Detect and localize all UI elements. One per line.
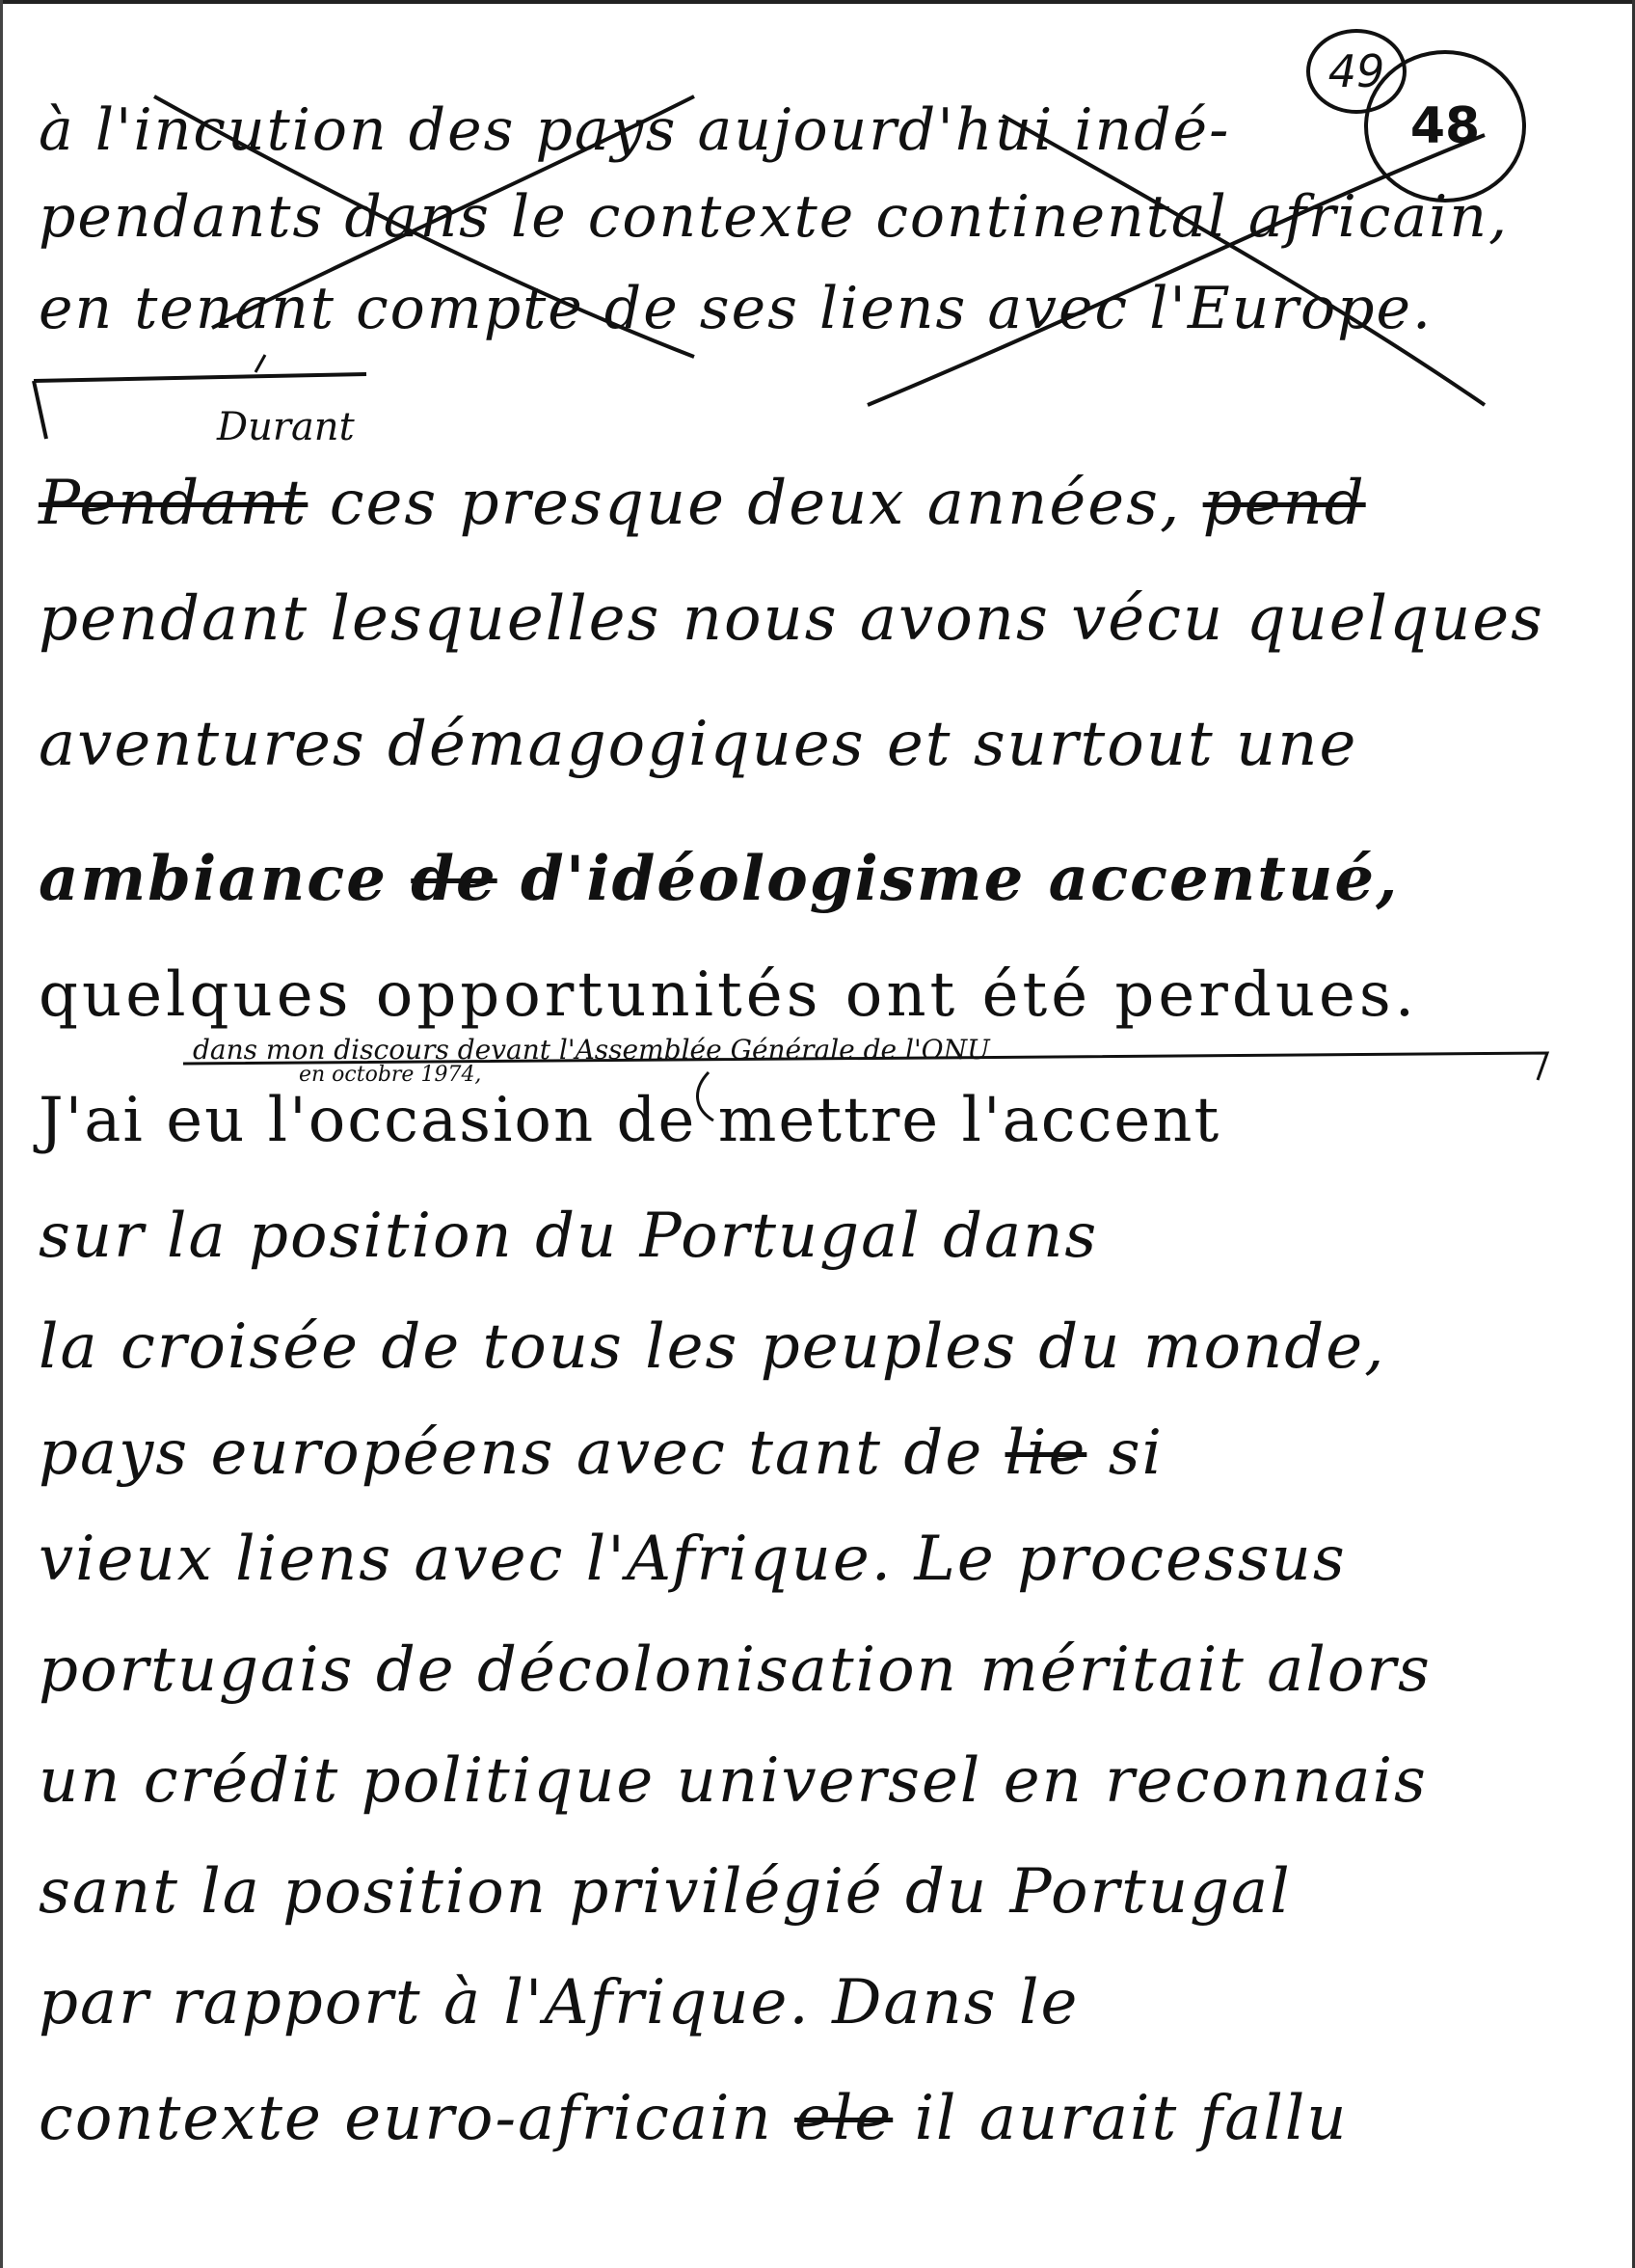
struck-word-pend: pend — [1202, 468, 1366, 539]
body-line-13: sant la position privilégié du Portugal — [39, 1856, 1292, 1928]
body-line-12: un crédit politique universel en reconnais — [39, 1745, 1428, 1817]
line-15-end: il aurait fallu — [914, 2083, 1349, 2154]
body-line-5: quelques opportunités ont été perdues. — [39, 959, 1419, 1031]
old-page-number-scribbled: 48 — [1364, 50, 1526, 202]
crossed-line-2: pendants dans le contexte continental africain, — [39, 183, 1510, 251]
line-4-end: d'idéologisme accentué, — [520, 843, 1400, 915]
caret-tick — [255, 355, 265, 372]
body-line-9 — [39, 1418, 1164, 1489]
body-line-1 — [39, 468, 1366, 539]
line-4-start: ambiance — [39, 843, 388, 915]
body-line-14: par rapport à l'Afrique. Dans le — [39, 1967, 1080, 2038]
body-line-4 — [39, 843, 1400, 915]
crossed-line-1: à l'incution des pays aujourd'hui indé- — [39, 96, 1231, 164]
struck-word-ele: ele — [794, 2083, 894, 2154]
body-line-15 — [39, 2083, 1349, 2154]
crossed-line-3: en tenant compte de ses liens avec l'Europe. — [39, 275, 1434, 342]
body-line-2: pendant lesquelles nous avons vécu quelques — [39, 583, 1544, 655]
line-9-start: pays européens avec tant de — [39, 1418, 984, 1489]
insert-date: en octobre 1974, — [299, 1063, 482, 1087]
body-line-11: portugais de décolonisation méritait alors — [39, 1634, 1432, 1706]
line-9-end: si — [1108, 1418, 1164, 1489]
body-line-10: vieux liens avec l'Afrique. Le processus — [39, 1524, 1347, 1595]
body-line-3: aventures démagogiques et surtout une — [39, 709, 1358, 780]
body-line-7: sur la position du Portugal dans — [39, 1201, 1099, 1272]
line-1-text: ces presque deux années, — [329, 468, 1182, 539]
caret-line — [34, 374, 366, 381]
page-number-circled: 49 — [1306, 29, 1407, 114]
body-line-8: la croisée de tous les peuples du monde, — [39, 1311, 1386, 1383]
line-15-start: contexte euro-africain — [39, 2083, 773, 2154]
body-line-6: J'ai eu l'occasion de mettre l'accent — [39, 1085, 1221, 1156]
struck-word-lie: lie — [1005, 1418, 1087, 1489]
struck-pendant: Pendant — [39, 468, 308, 539]
page-border-top — [0, 0, 1635, 4]
struck-word-de: de — [411, 843, 497, 915]
insert-discours: dans mon discours devant l'Assemblée Générale de l'ONU — [193, 1034, 990, 1066]
caret-stroke — [34, 381, 46, 439]
insert-durant: Durant — [217, 405, 355, 449]
page-border-left — [0, 0, 3, 2268]
